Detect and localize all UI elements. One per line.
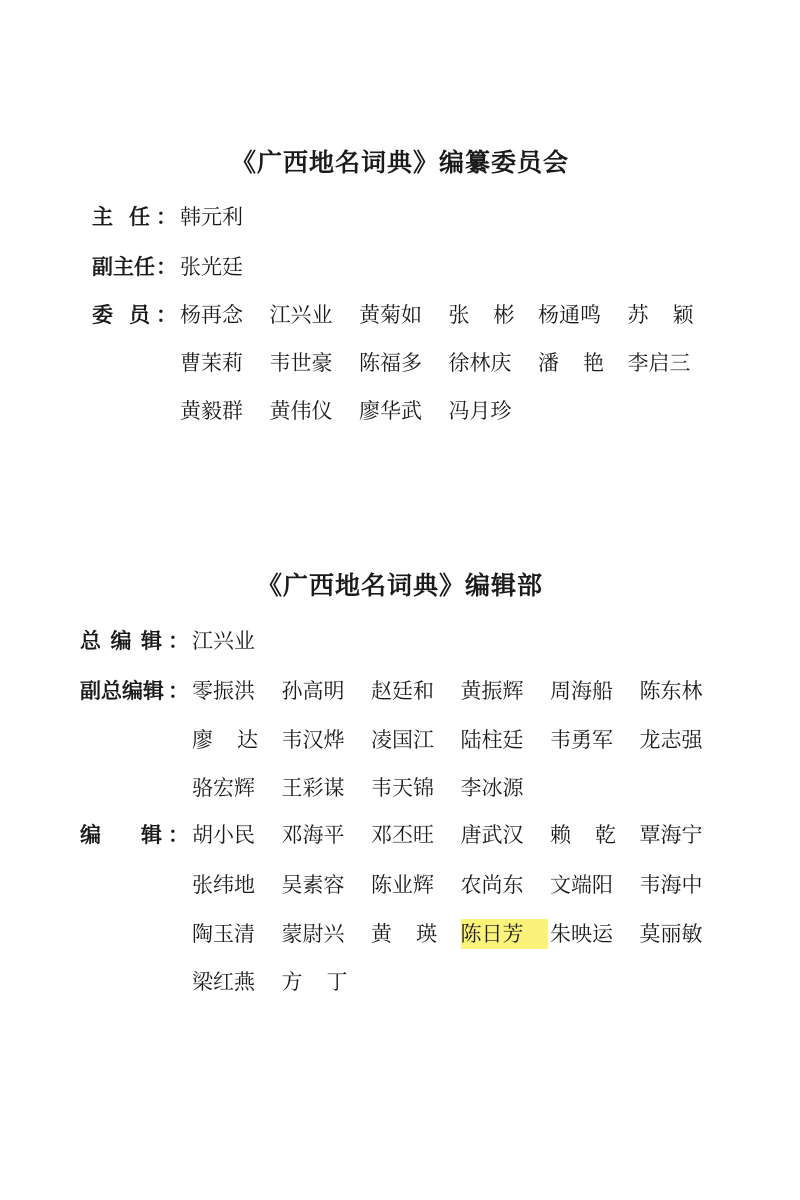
editorial-member-name: 韦天锦 — [371, 776, 434, 800]
editorial-member-name: 莫丽敏 — [639, 922, 703, 946]
editorial-colon: ： — [168, 823, 189, 847]
committee-member-name: 曹茉莉 — [180, 351, 243, 375]
editorial-member-name: 陶玉清 — [192, 922, 255, 946]
editorial-section-label: 总 编 辑 — [80, 629, 162, 653]
editorial-member-name: 黄 瑛 — [371, 922, 437, 946]
committee-member-name: 杨再念 — [180, 303, 243, 327]
editorial-member-name: 零振洪 — [192, 679, 255, 703]
editorial-member-name: 黄振辉 — [460, 679, 524, 703]
editorial-member-name: 邓海平 — [281, 823, 345, 847]
committee-member-name: 黄菊如 — [359, 303, 422, 327]
committee-member-name: 江兴业 — [269, 303, 333, 327]
editorial-member-name: 韦汉烨 — [281, 728, 345, 752]
editorial-section-label: 副总编辑 — [80, 679, 164, 703]
editorial-member-name: 胡小民 — [192, 823, 255, 847]
editorial-member-name: 韦勇军 — [550, 728, 613, 752]
editorial-member-name: 张纬地 — [192, 873, 255, 897]
committee-member-name: 韩元利 — [180, 205, 243, 229]
editorial-section-label: 编 辑 — [80, 823, 162, 847]
committee-colon: ： — [156, 303, 177, 327]
committee-section-label: 委 员 — [92, 303, 150, 327]
highlighted-member-name: 陈日芳 — [461, 919, 548, 949]
editorial-member-name: 蒙尉兴 — [281, 922, 345, 946]
committee-member-name: 徐林庆 — [448, 351, 512, 375]
editorial-member-name: 梁红燕 — [192, 970, 255, 994]
editorial-member-name: 方 丁 — [281, 970, 348, 994]
committee-member-name: 黄毅群 — [180, 399, 243, 423]
committee-title: 《广西地名词典》编纂委员会 — [230, 148, 569, 177]
committee-colon: ： — [156, 205, 177, 229]
editorial-member-name: 文端阳 — [550, 873, 613, 897]
committee-colon: ： — [156, 255, 177, 279]
editorial-member-name: 骆宏辉 — [192, 776, 255, 800]
editorial-member-name: 陈东林 — [639, 679, 703, 703]
editorial-colon: ： — [168, 679, 189, 703]
committee-section-label: 主 任 — [92, 205, 150, 229]
editorial-member-name: 赵廷和 — [371, 679, 434, 703]
editorial-member-name: 吴素容 — [281, 873, 345, 897]
committee-member-name: 潘 艳 — [538, 351, 604, 375]
committee-member-name: 黄伟仪 — [269, 399, 333, 423]
editorial-member-name: 覃海宁 — [639, 823, 703, 847]
editorial-member-name: 农尚东 — [460, 873, 524, 897]
editorial-member-name: 周海船 — [550, 679, 613, 703]
committee-member-name: 冯月珍 — [448, 399, 512, 423]
editorial-member-name: 邓丕旺 — [371, 823, 434, 847]
editorial-member-name: 陆柱廷 — [460, 728, 524, 752]
committee-section-label: 副 主 任 — [92, 255, 155, 279]
editorial-colon: ： — [168, 629, 189, 653]
editorial-member-name: 李冰源 — [460, 776, 524, 800]
editorial-member-name: 陈业辉 — [371, 873, 434, 897]
committee-member-name: 韦世豪 — [269, 351, 333, 375]
editorial-member-name: 王彩谋 — [281, 776, 345, 800]
editorial-member-name: 朱映运 — [550, 922, 613, 946]
committee-member-name: 张光廷 — [180, 255, 243, 279]
editorial-member-name: 凌国江 — [371, 728, 434, 752]
editorial-member-name: 唐武汉 — [460, 823, 524, 847]
editorial-member-name: 江兴业 — [192, 629, 255, 653]
committee-member-name: 陈福多 — [359, 351, 422, 375]
committee-member-name: 李启三 — [627, 351, 691, 375]
editorial-member-name: 孙高明 — [281, 679, 345, 703]
editorial-member-name: 韦海中 — [639, 873, 703, 897]
committee-member-name: 杨通鸣 — [538, 303, 601, 327]
editorial-member-name: 龙志强 — [639, 728, 703, 752]
editorial-member-name: 廖 达 — [192, 728, 258, 752]
committee-member-name: 廖华武 — [359, 399, 422, 423]
committee-member-name: 张 彬 — [448, 303, 515, 327]
committee-member-name: 苏 颖 — [627, 303, 694, 327]
editorial-title: 《广西地名词典》编辑部 — [256, 571, 543, 600]
editorial-member-name: 赖 乾 — [550, 823, 616, 847]
